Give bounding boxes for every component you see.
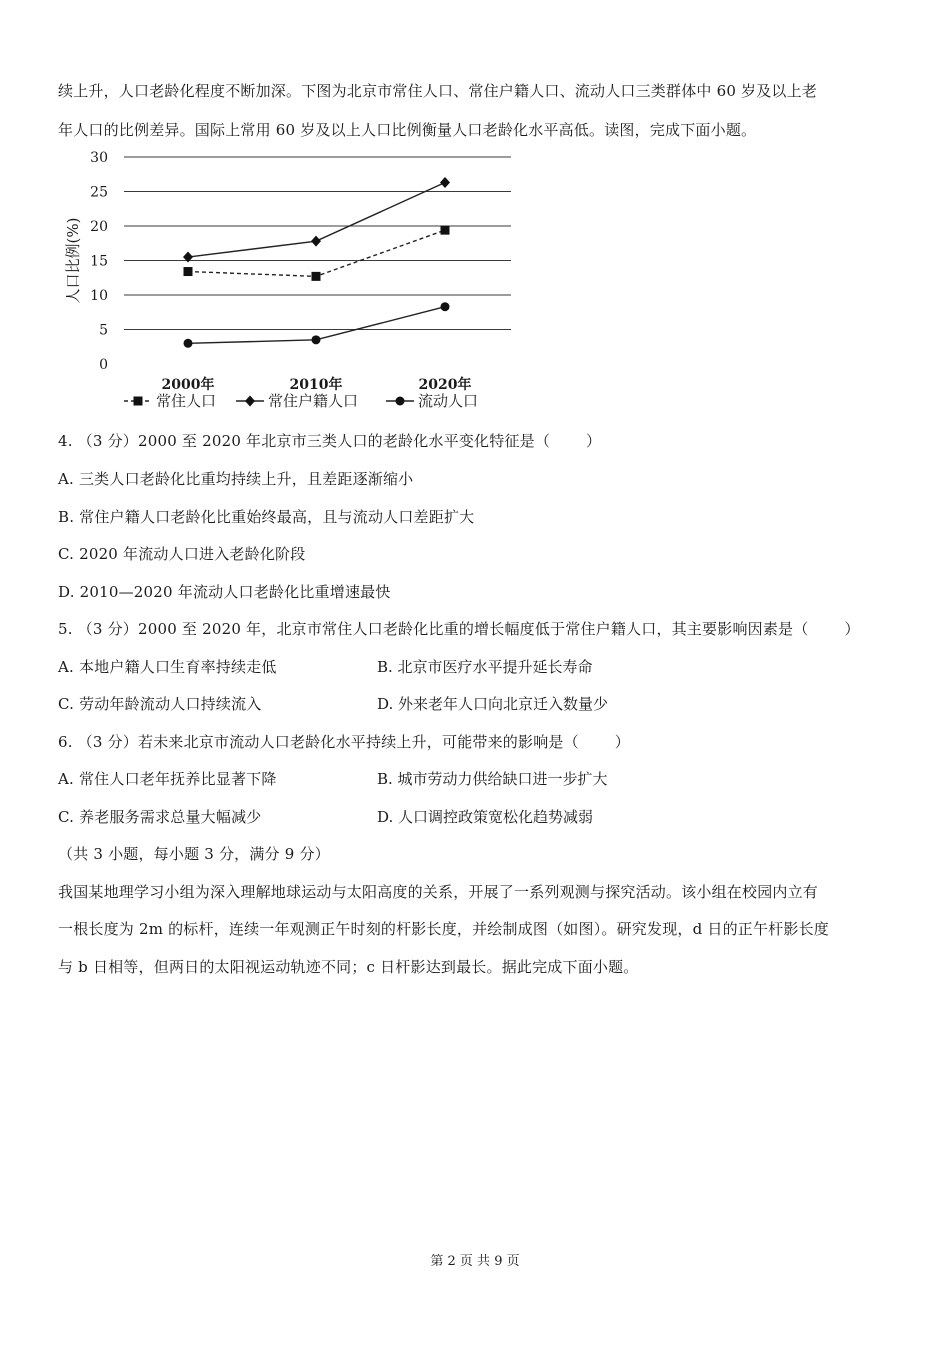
- x-tick-label: 2000年: [161, 377, 215, 393]
- q5-option-c: C. 劳动年龄流动人口持续流入: [58, 695, 262, 713]
- data-point: [440, 177, 450, 188]
- legend-label: 常住人口: [156, 392, 217, 410]
- x-tick-label: 2010年: [289, 377, 343, 393]
- q5-stem: [58, 618, 860, 639]
- y-tick-label: 0: [99, 357, 108, 373]
- q4-option-a: A. 三类人口老龄化比重均持续上升，且差距逐渐缩小: [58, 470, 414, 488]
- q6-option-b: B. 城市劳动力供给缺口进一步扩大: [377, 770, 608, 788]
- legend-label: 常住户籍人口: [268, 392, 359, 410]
- y-tick-label: 25: [90, 184, 108, 201]
- q4-stem: [58, 430, 601, 451]
- q4-stem-text: 4. （3 分）2000 至 2020 年北京市三类人口的老龄化水平变化特征是（: [58, 432, 551, 450]
- legend-item: [124, 392, 216, 410]
- data-point: [184, 267, 193, 276]
- x-tick-label: 2020年: [418, 377, 472, 393]
- data-point: [441, 226, 450, 235]
- section-paragraph-line-2: 一根长度为 2m 的标杆，连续一年观测正午时刻的杆影长度，并绘制成图（如图）。研究发现，d 日的正午杆影长度: [58, 920, 829, 938]
- series-circle: [184, 302, 450, 348]
- q4-option-b: B. 常住户籍人口老龄化比重始终最高，且与流动人口差距扩大: [58, 508, 475, 526]
- q5-option-a: A. 本地户籍人口生育率持续走低: [58, 658, 277, 676]
- y-tick-label: 30: [90, 150, 108, 166]
- data-point: [184, 339, 193, 348]
- y-tick-label: 15: [90, 253, 108, 270]
- q5-stem-close: ）: [844, 620, 860, 638]
- data-point: [311, 236, 321, 247]
- y-tick-label: 5: [99, 322, 108, 339]
- page-footer: 第 2 页 共 9 页: [430, 1254, 520, 1269]
- q4-stem-close: ）: [586, 432, 602, 450]
- q6-option-a: A. 常住人口老年抚养比显著下降: [58, 770, 277, 788]
- q5-option-b: B. 北京市医疗水平提升延长寿命: [377, 658, 593, 676]
- data-point: [312, 335, 321, 344]
- legend-item: [236, 392, 358, 410]
- q5-option-d: D. 外来老年人口向北京迁入数量少: [377, 695, 609, 713]
- q5-stem-text: 5. （3 分）2000 至 2020 年，北京市常住人口老龄化比重的增长幅度低于常住户籍人口，其主要影响因素是（: [58, 620, 809, 638]
- data-point: [312, 272, 321, 281]
- section-paragraph-line-3: 与 b 日相等，但两日的太阳视运动轨迹不同；c 日杆影达到最长。据此完成下面小题。: [58, 958, 639, 976]
- legend-marker: [134, 397, 143, 406]
- q6-option-d: D. 人口调控政策宽松化趋势减弱: [377, 808, 594, 826]
- section-paragraph-line-1: 我国某地理学习小组为深入理解地球运动与太阳高度的关系，开展了一系列观测与探究活动。该小组在校园内立有: [58, 883, 819, 901]
- legend-marker: [245, 396, 255, 407]
- q6-option-c: C. 养老服务需求总量大幅减少: [58, 808, 262, 826]
- q6-stem: [58, 731, 630, 752]
- aging-line-chart: [58, 142, 528, 420]
- intro-line-2: 年人口的比例差异。国际上常用 60 岁及以上人口比例衡量人口老龄化水平高低。读图，完成下面小题。: [58, 121, 757, 139]
- data-point: [441, 302, 450, 311]
- legend-item: [386, 392, 478, 410]
- q4-option-c: C. 2020 年流动人口进入老龄化阶段: [58, 545, 306, 563]
- section-header: （共 3 小题，每小题 3 分，满分 9 分）: [58, 845, 330, 863]
- y-tick-label: 10: [90, 288, 108, 304]
- legend-marker: [396, 397, 405, 406]
- y-axis-label: 人口比例(%): [64, 217, 82, 304]
- intro-line-1: 续上升，人口老龄化程度不断加深。下图为北京市常住人口、常住户籍人口、流动人口三类群体中 60 岁及以上老: [58, 82, 818, 100]
- q6-stem-text: 6. （3 分）若未来北京市流动人口老龄化水平持续上升，可能带来的影响是（: [58, 733, 579, 751]
- q4-option-d: D. 2010—2020 年流动人口老龄化比重增速最快: [58, 583, 391, 601]
- q6-stem-close: ）: [614, 733, 630, 751]
- y-tick-label: 20: [90, 219, 108, 235]
- legend-label: 流动人口: [418, 392, 479, 410]
- series-diamond: [183, 177, 450, 263]
